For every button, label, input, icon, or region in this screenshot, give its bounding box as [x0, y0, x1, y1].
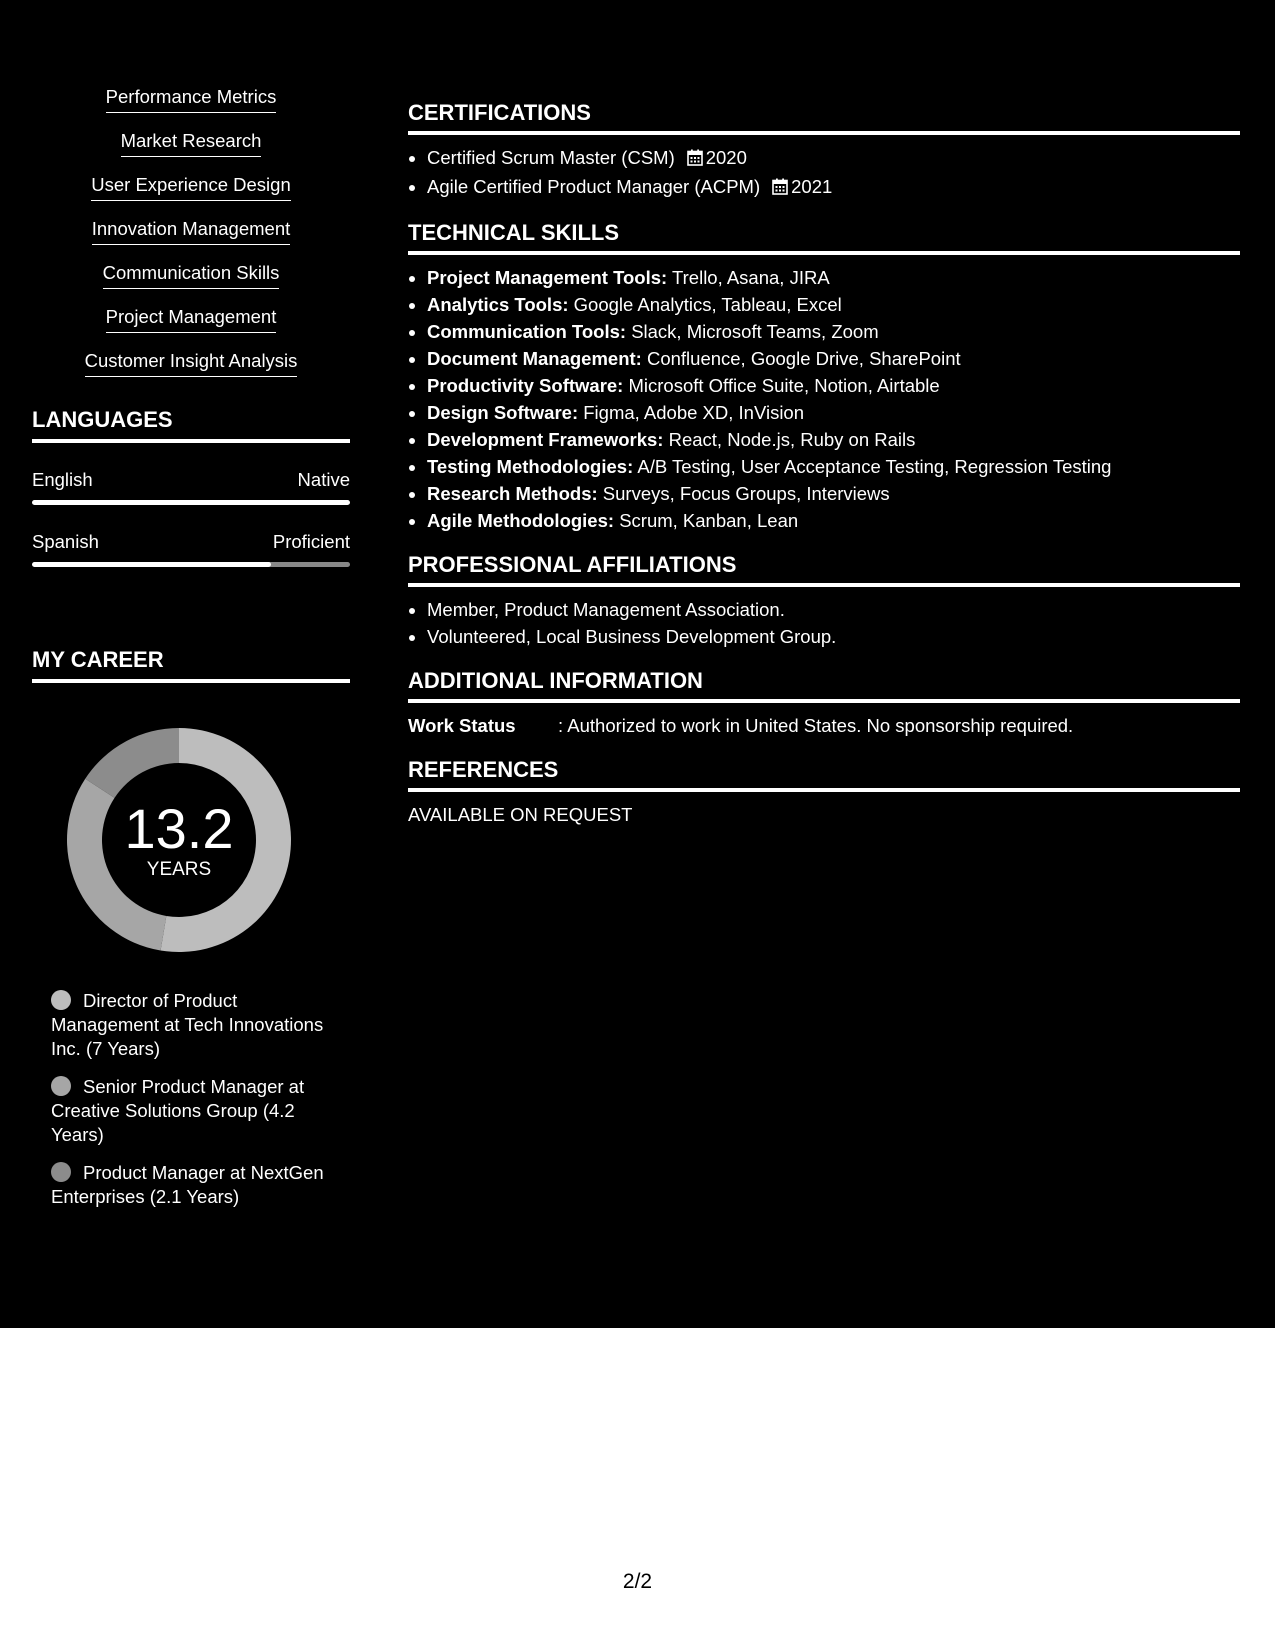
skill-item: [32, 84, 350, 113]
tech-skill-item: [427, 345, 1240, 372]
work-status-row: [408, 712, 1240, 739]
tech-skill-item: [427, 291, 1240, 318]
role-text: Director of Product Management at Tech Innovations Inc. (7 Years): [51, 990, 324, 1059]
certification-year: 2020: [705, 147, 747, 168]
career-donut-chart: [66, 727, 292, 953]
tech-skill-value: Scrum, Kanban, Lean: [619, 510, 799, 531]
references-text: AVAILABLE ON REQUEST: [408, 804, 633, 825]
tech-skill-value: Microsoft Office Suite, Notion, Airtable: [628, 375, 940, 396]
languages-heading: LANGUAGES: [32, 407, 350, 443]
skill-item: [32, 304, 350, 333]
work-status-value: : Authorized to work in United States. No sponsorship required.: [558, 715, 1074, 736]
certification-name: Certified Scrum Master (CSM): [427, 147, 675, 168]
language-english: [32, 469, 350, 505]
tech-skill-item: [427, 399, 1240, 426]
tech-skill-value: Surveys, Focus Groups, Interviews: [602, 483, 890, 504]
language-row: [32, 531, 350, 553]
affiliations-heading: PROFESSIONAL AFFILIATIONS: [408, 552, 1240, 587]
work-status-label: Work Status: [408, 715, 516, 736]
tech-skill-label: Productivity Software:: [427, 375, 624, 396]
career-role: [51, 1161, 341, 1209]
tech-skill-item: [427, 453, 1240, 480]
career-role: [51, 989, 341, 1061]
language-bar-fill: [32, 562, 271, 567]
certifications-list: [408, 144, 1240, 202]
language-spanish: [32, 531, 350, 567]
tech-skill-value: Google Analytics, Tableau, Excel: [573, 294, 842, 315]
certification-year: 2021: [791, 176, 833, 197]
donut-center: [66, 727, 292, 953]
affiliations-section: [408, 552, 1240, 650]
language-row: [32, 469, 350, 491]
calendar-icon: [772, 175, 788, 202]
left-column: [32, 84, 350, 1223]
tech-skill-item: [427, 480, 1240, 507]
right-column: [408, 100, 1240, 846]
tech-skill-label: Research Methods:: [427, 483, 598, 504]
tech-skill-label: Document Management:: [427, 348, 642, 369]
calendar-icon: [687, 146, 703, 173]
technical-skills-list: [408, 264, 1240, 534]
certification-item: [427, 144, 1240, 173]
role-text: Product Manager at NextGen Enterprises (2.1 Years): [51, 1162, 324, 1207]
skill-label: Communication Skills: [103, 260, 280, 289]
affiliation-item: • Member, Product Management Association.: [427, 596, 1240, 623]
certification-name: Agile Certified Product Manager (ACPM): [427, 176, 761, 197]
tech-skill-item: [427, 426, 1240, 453]
tech-skill-value: React, Node.js, Ruby on Rails: [668, 429, 916, 450]
additional-info-section: [408, 668, 1240, 739]
tech-skill-value: A/B Testing, User Acceptance Testing, Regression Testing: [637, 456, 1112, 477]
skill-item: [32, 260, 350, 289]
tech-skill-label: Communication Tools:: [427, 321, 627, 342]
tech-skill-label: Testing Methodologies:: [427, 456, 634, 477]
skill-label: Project Management: [106, 304, 277, 333]
language-level: Native: [297, 469, 350, 490]
career-total-years: 13.2: [124, 797, 234, 860]
tech-skill-value: Confluence, Google Drive, SharePoint: [646, 348, 961, 369]
skill-label: User Experience Design: [91, 172, 290, 201]
career-heading: MY CAREER: [32, 647, 350, 683]
tech-skill-label: Agile Methodologies:: [427, 510, 615, 531]
tech-skill-item: [427, 372, 1240, 399]
role-color-dot: [51, 1162, 71, 1182]
references-section: [408, 757, 1240, 828]
references-heading: REFERENCES: [408, 757, 1240, 792]
language-level: Proficient: [272, 531, 350, 552]
certifications-section: [408, 100, 1240, 202]
tech-skill-item: [427, 507, 1240, 534]
tech-skill-value: Figma, Adobe XD, InVision: [583, 402, 805, 423]
skill-item: [32, 172, 350, 201]
tech-skill-label: Design Software:: [427, 402, 579, 423]
career-role: [51, 1075, 341, 1147]
tech-skill-label: Project Management Tools:: [427, 267, 668, 288]
role-text: Senior Product Manager at Creative Solutions Group (4.2 Years): [51, 1076, 305, 1145]
skill-label: Innovation Management: [92, 216, 291, 245]
tech-skill-item: [427, 318, 1240, 345]
affiliation-item: • Volunteered, Local Business Development Group.: [427, 623, 1240, 650]
certifications-heading: CERTIFICATIONS: [408, 100, 1240, 135]
tech-skill-value: Trello, Asana, JIRA: [672, 267, 830, 288]
language-bar: [32, 500, 350, 505]
language-name: English: [32, 469, 93, 490]
role-color-dot: [51, 990, 71, 1010]
career-years-unit: YEARS: [146, 859, 212, 880]
skill-label: Customer Insight Analysis: [85, 348, 298, 377]
skill-label: Performance Metrics: [106, 84, 277, 113]
tech-skill-item: [427, 264, 1240, 291]
skill-item: [32, 348, 350, 377]
skill-label: Market Research: [121, 128, 262, 157]
certification-item: [427, 173, 1240, 202]
language-bar-fill: [32, 500, 350, 505]
career-roles-list: [32, 989, 341, 1209]
skill-item: [32, 216, 350, 245]
technical-skills-heading: TECHNICAL SKILLS: [408, 220, 1240, 255]
tech-skill-label: Analytics Tools:: [427, 294, 569, 315]
page-number: 2/2: [622, 1570, 653, 1593]
language-name: Spanish: [32, 531, 99, 552]
skill-item: [32, 128, 350, 157]
role-color-dot: [51, 1076, 71, 1096]
skills-list: [32, 84, 350, 377]
additional-info-heading: ADDITIONAL INFORMATION: [408, 668, 1240, 703]
language-bar: [32, 562, 350, 567]
technical-skills-section: [408, 220, 1240, 534]
tech-skill-label: Development Frameworks:: [427, 429, 664, 450]
affiliations-list: [408, 596, 1240, 650]
tech-skill-value: Slack, Microsoft Teams, Zoom: [631, 321, 879, 342]
